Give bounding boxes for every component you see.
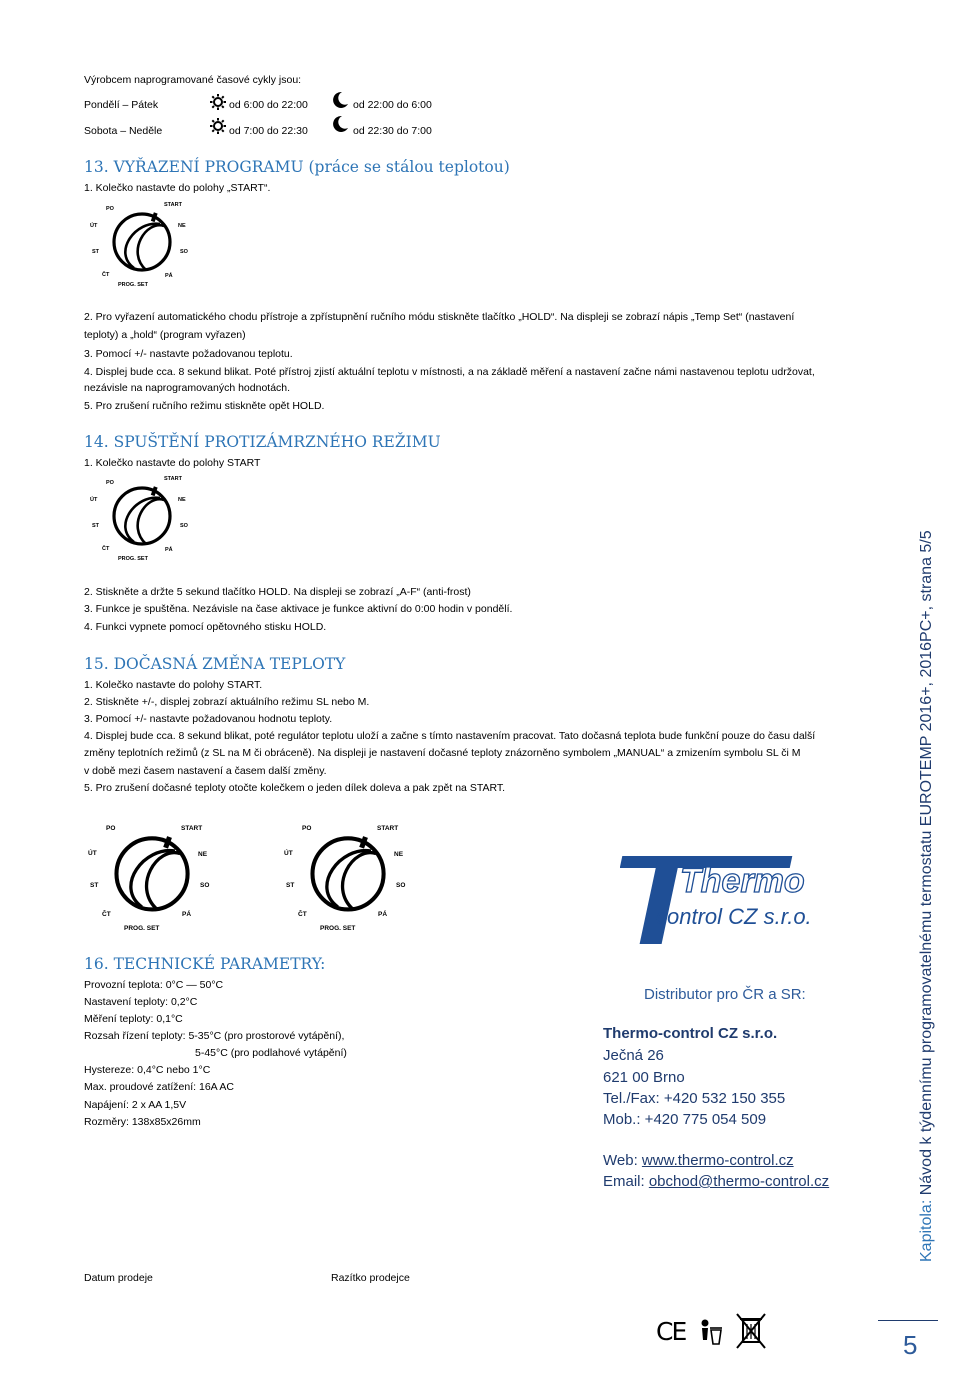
company-name: Thermo-control CZ s.r.o. — [603, 1025, 778, 1042]
email-link[interactable]: obchod@thermo-control.cz — [648, 1173, 830, 1190]
cycle-night-time: od 22:00 do 6:00 — [353, 99, 432, 111]
svg-text:ČT: ČT — [102, 546, 110, 552]
param-line: 5-45°C (pro podlahové vytápění) — [195, 1047, 347, 1059]
web-link[interactable]: www.thermo-control.cz — [641, 1152, 794, 1169]
svg-text:control CZ s.r.o.: control CZ s.r.o. — [656, 904, 812, 929]
svg-text:ČT: ČT — [102, 911, 111, 918]
email-row — [603, 1173, 829, 1190]
svg-text:SO: SO — [396, 882, 406, 889]
city: 621 00 Brno — [603, 1069, 685, 1086]
street: Ječná 26 — [603, 1047, 664, 1064]
svg-text:ČT: ČT — [298, 911, 307, 918]
svg-text:NE: NE — [178, 223, 186, 229]
svg-text:START: START — [164, 476, 182, 482]
web-row — [603, 1152, 794, 1169]
tel: Tel./Fax: +420 532 150 355 — [603, 1090, 786, 1107]
s13-line: teploty) a „hold“ (program vyřazen) — [84, 329, 246, 341]
param-line: Hystereze: 0,4°C nebo 1°C — [84, 1064, 211, 1076]
svg-text:PÁ: PÁ — [378, 911, 388, 918]
section-13-title: 13. VYŘAZENÍ PROGRAMU (práce se stálou teplotou) — [84, 158, 510, 176]
page-number-rule — [878, 1320, 938, 1321]
moon-icon — [331, 115, 349, 133]
recycle-bin-icon — [699, 1318, 723, 1346]
param-line: Provozní teplota: 0°C — 50°C — [84, 979, 224, 991]
svg-text:PROG. SET: PROG. SET — [124, 925, 160, 932]
svg-text:ÚT: ÚT — [90, 497, 98, 503]
s14-line: 2. Stiskněte a držte 5 sekund tlačítko HOLD. Na displeji se zobrazí „A-F“ (anti-frost) — [84, 586, 471, 598]
param-line: Nastavení teploty: 0,2°C — [84, 996, 198, 1008]
svg-text:PÁ: PÁ — [182, 911, 192, 918]
section-14-title: 14. SPUŠTĚNÍ PROTIZÁMRZNÉHO REŽIMU — [84, 433, 441, 451]
param-line: Rozměry: 138x85x26mm — [84, 1116, 201, 1128]
s15-line: 2. Stiskněte +/-, displej zobrazí aktuálního režimu SL nebo M. — [84, 696, 370, 708]
svg-text:PO: PO — [106, 825, 116, 832]
page-number: 5 — [903, 1330, 918, 1360]
svg-text:NE: NE — [394, 851, 404, 858]
svg-text:PÁ: PÁ — [165, 547, 173, 553]
side-text: Návod k týdennímu programovatelnému termostatu EUROTEMP 2016+, 2016PC+, strana 5/5 — [918, 530, 935, 1196]
cycle-days: Sobota – Neděle — [84, 125, 163, 137]
param-line: Max. proudové zatížení: 16A AC — [84, 1081, 235, 1093]
svg-text:START: START — [164, 202, 182, 208]
s14-line: 4. Funkci vypnete pomocí opětovného stisku HOLD. — [84, 621, 327, 633]
svg-text:ÚT: ÚT — [90, 223, 98, 229]
web-label: Web: — [603, 1152, 642, 1169]
svg-text:PO: PO — [302, 825, 312, 832]
svg-text:PROG. SET: PROG. SET — [118, 556, 148, 562]
svg-text:ČT: ČT — [102, 272, 110, 278]
s13-line: 3. Pomocí +/- nastavte požadovanou teplotu. — [84, 348, 293, 360]
cycle-day-time: od 6:00 do 22:00 — [229, 99, 308, 111]
thermo-control-logo — [620, 848, 820, 948]
svg-text:SO: SO — [180, 523, 188, 529]
svg-text:ST: ST — [92, 249, 100, 255]
param-line: Napájení: 2 x AA 1,5V — [84, 1099, 187, 1111]
dial-diagram — [90, 472, 200, 564]
svg-text:ST: ST — [90, 882, 99, 889]
svg-text:PO: PO — [106, 480, 114, 486]
s13-line: 2. Pro vyřazení automatického chodu přístroje a zpřístupnění ručního módu stiskněte tlačítko „HOLD“. Na displeji se zobrazí nápis „Temp Set“ (nastavení — [84, 311, 795, 323]
moon-icon — [331, 91, 349, 109]
svg-text:PO: PO — [106, 206, 114, 212]
sun-icon — [209, 117, 227, 135]
svg-text:ST: ST — [286, 882, 295, 889]
s13-line: 1. Kolečko nastavte do polohy „START“. — [84, 182, 271, 194]
s13-line: 5. Pro zrušení ručního režimu stiskněte opět HOLD. — [84, 400, 325, 412]
svg-text:START: START — [181, 825, 203, 832]
svg-text:PROG. SET: PROG. SET — [320, 925, 356, 932]
svg-text:START: START — [377, 825, 399, 832]
side-chapter-label — [918, 530, 936, 1262]
svg-text:NE: NE — [198, 851, 208, 858]
distributor-heading: Distributor pro ČR a SR: — [644, 986, 806, 1003]
svg-text:SO: SO — [180, 249, 188, 255]
weee-crossed-bin-icon — [734, 1312, 768, 1350]
svg-text:ÚT: ÚT — [88, 850, 97, 857]
s15-line: změny teplotních režimů (z SL na M či obráceně). Na displeji je nastavení dočasné teploty znázorněno symbolem „MANUAL“ a zmizením symbolu SL či M — [84, 747, 801, 759]
s15-line: 4. Displej bude cca. 8 sekund blikat, poté regulátor teplotu uloží a začne s tímto nastavením pracovat. Tato dočasná teplota bude funkční pouze do času další — [84, 730, 816, 742]
s15-line: 5. Pro zrušení dočasné teploty otočte kolečkem o jeden dílek doleva a pak zpět na START. — [84, 782, 506, 794]
param-line: Měření teploty: 0,1°C — [84, 1013, 183, 1025]
svg-text:PROG. SET: PROG. SET — [118, 282, 148, 288]
dial-diagram — [90, 198, 200, 290]
svg-text:NE: NE — [178, 497, 186, 503]
section-16-title: 16. TECHNICKÉ PARAMETRY: — [84, 955, 326, 973]
email-label: Email: — [603, 1173, 649, 1190]
mobile: Mob.: +420 775 054 509 — [603, 1111, 767, 1128]
cycles-title: Výrobcem naprogramované časové cykly jsou: — [84, 74, 302, 86]
svg-text:ST: ST — [92, 523, 100, 529]
side-label: Kapitola: — [918, 1195, 935, 1262]
sale-date-label: Datum prodeje — [84, 1272, 153, 1284]
s13-line: nezávisle na naprogramovaných hodnotách. — [84, 382, 291, 394]
s13-line: 4. Displej bude cca. 8 sekund blikat. Poté přístroj zjistí aktuální teplotu v místnosti, a na základě měření a nastavení začne námi nastavenou teplotu udržovat, — [84, 366, 815, 378]
cycle-day-time: od 7:00 do 22:30 — [229, 125, 308, 137]
dial-diagram — [86, 818, 226, 936]
svg-text:PÁ: PÁ — [165, 273, 173, 279]
ce-mark-icon: CE — [656, 1317, 686, 1346]
section-15-title: 15. DOČASNÁ ZMĚNA TEPLOTY — [84, 655, 346, 673]
dial-diagram — [282, 818, 422, 936]
s15-line: v době mezi časem nastavení a časem další změny. — [84, 765, 327, 777]
s15-line: 3. Pomocí +/- nastavte požadovanou hodnotu teploty. — [84, 713, 333, 725]
seller-stamp-label: Razítko prodejce — [331, 1272, 410, 1284]
param-line: Rozsah řízení teploty: 5-35°C (pro prostorové vytápění), — [84, 1030, 345, 1042]
s15-line: 1. Kolečko nastavte do polohy START. — [84, 679, 263, 691]
s14-line: 1. Kolečko nastavte do polohy START — [84, 457, 261, 469]
svg-text:ÚT: ÚT — [284, 850, 293, 857]
sun-icon — [209, 93, 227, 111]
cycle-night-time: od 22:30 do 7:00 — [353, 125, 432, 137]
svg-text:Thermo: Thermo — [680, 862, 805, 900]
cycle-days: Pondělí – Pátek — [84, 99, 159, 111]
svg-text:SO: SO — [200, 882, 210, 889]
s14-line: 3. Funkce je spuštěna. Nezávisle na čase aktivace je funkce aktivní do 0:00 hodin v pondělí. — [84, 603, 513, 615]
